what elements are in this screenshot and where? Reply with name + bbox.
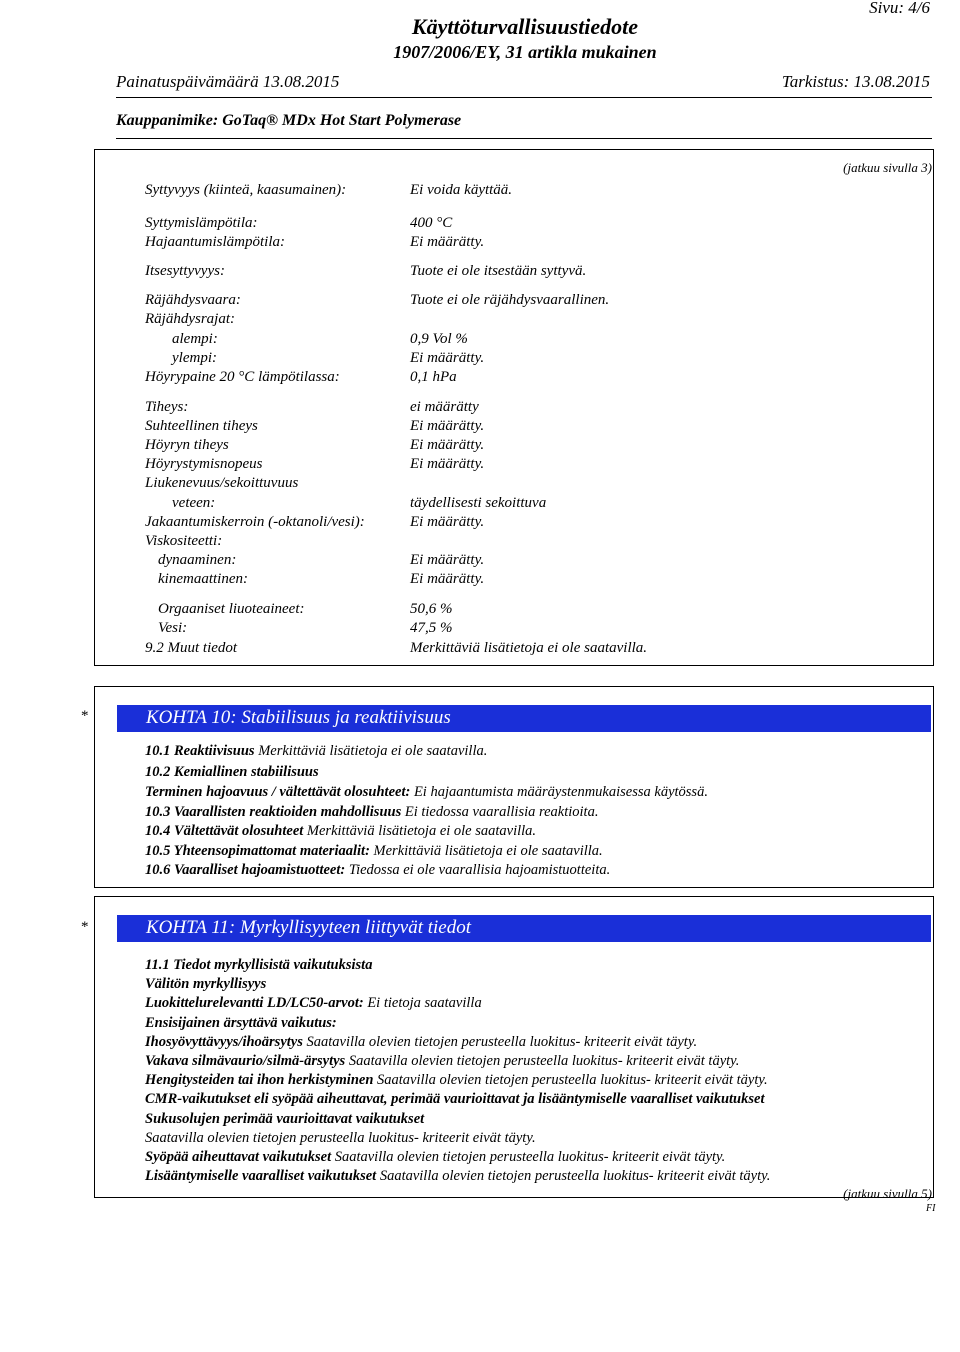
value-explosion-hazard: Tuote ei ole räjähdysvaarallinen. [410, 292, 610, 308]
value-ignition-temp: 400 °C [410, 215, 453, 231]
trade-name-divider [116, 138, 932, 139]
text-skin-corrosion: Saatavilla olevien tietojen perusteella luokitus- kriteerit eivät täyty. [302, 1034, 698, 1050]
section-10-1 [145, 743, 487, 760]
label-dynamic-viscosity: dynaaminen: [158, 552, 237, 568]
label-vapour-pressure: Höyrypaine 20 °C lämpötilassa: [145, 369, 340, 385]
value-evaporation-rate: Ei määrätty. [410, 456, 485, 472]
change-marker: * [81, 919, 89, 935]
section-10-4 [145, 823, 536, 840]
label-partition-coefficient: Jakaantumiskerroin (-oktanoli/vesi): [145, 514, 365, 530]
label-upper-limit: ylempi: [172, 350, 217, 366]
germ-cell-text: Saatavilla olevien tietojen perusteella luokitus- kriteerit eivät täyty. [145, 1130, 536, 1146]
skin-corrosion [145, 1034, 697, 1051]
label-evaporation-rate: Höyrystymisnopeus [145, 456, 263, 472]
page-number: Sivu: 4/6 [869, 0, 930, 17]
label-density: Tiheys: [145, 399, 189, 415]
heading-10-6: 10.6 Vaaralliset hajoamistuotteet: [145, 862, 346, 878]
heading-skin-corrosion: Ihosyövyttävyys/ihoärsytys [145, 1034, 303, 1050]
value-water-content: 47,5 % [410, 620, 453, 636]
value-other-info: Merkittäviä lisätietoja ei ole saatavilla. [410, 640, 648, 656]
heading-10-2: 10.2 Kemiallinen stabiilisuus [145, 764, 319, 780]
heading-eye-damage: Vakava silmävaurio/silmä-ärsytys [145, 1053, 346, 1069]
section-10-6 [145, 862, 610, 879]
text-eye-damage: Saatavilla olevien tietojen perusteella luokitus- kriteerit eivät täyty. [345, 1053, 740, 1069]
label-explosion-hazard: Räjähdysvaara: [145, 292, 241, 308]
label-kinematic-viscosity: kinemaattinen: [158, 571, 248, 587]
heading-11-1: 11.1 Tiedot myrkyllisistä vaikutuksista [145, 957, 373, 973]
value-organic-solvents: 50,6 % [410, 601, 453, 617]
carcinogenicity [145, 1149, 725, 1166]
value-upper-limit: Ei määrätty. [410, 350, 485, 366]
value-dynamic-viscosity: Ei määrätty. [410, 552, 485, 568]
label-flammability: Syttyvyys (kiinteä, kaasumainen): [145, 182, 347, 198]
text-sensitisation: Saatavilla olevien tietojen perusteella luokitus- kriteerit eivät täyty. [373, 1072, 768, 1088]
heading-10-4: 10.4 Vältettävät olosuhteet [145, 823, 304, 839]
heading-10-5: 10.5 Yhteensopimattomat materiaalit: [145, 843, 370, 859]
continued-from: (jatkuu sivulla 3) [843, 160, 932, 175]
value-kinematic-viscosity: Ei määrätty. [410, 571, 485, 587]
label-viscosity: Viskositeetti: [145, 533, 223, 549]
heading-10-3: 10.3 Vaarallisten reaktioiden mahdollisuus [145, 804, 402, 820]
text-reproductive: Saatavilla olevien tietojen perusteella luokitus- kriteerit eivät täyty. [376, 1168, 771, 1184]
label-explosion-limits: Räjähdysrajat: [145, 311, 235, 327]
heading-sensitisation: Hengitysteiden tai ihon herkistyminen [145, 1072, 374, 1088]
label-ignition-temp: Syttymislämpötila: [145, 215, 258, 231]
eye-damage [145, 1053, 739, 1070]
text-10-4: Merkittäviä lisätietoja ei ole saatavilla. [303, 823, 537, 839]
value-flammability: Ei voida käyttää. [410, 182, 513, 198]
text-10-3: Ei tiedossa vaarallisia reaktioita. [401, 804, 599, 820]
label-water-content: Vesi: [158, 620, 188, 636]
ld-lc50 [145, 995, 482, 1012]
heading-carcinogenicity: Syöpää aiheuttavat vaikutukset [145, 1149, 332, 1165]
sensitisation [145, 1072, 768, 1089]
value-vapour-pressure: 0,1 hPa [410, 369, 457, 385]
germ-cell-mutagenicity [145, 1111, 424, 1128]
heading-ld-lc50: Luokittelurelevantti LD/LC50-arvot: [145, 995, 364, 1011]
label-vapour-density: Höyryn tiheys [145, 437, 229, 453]
header-divider [116, 97, 932, 98]
label-water: veteen: [172, 495, 216, 511]
value-relative-density: Ei määrätty. [410, 418, 485, 434]
reproductive-toxicity [145, 1168, 770, 1185]
text-10-6: Tiedossa ei ole vaarallisia hajoamistuotteita. [345, 862, 611, 878]
heading-germ-cell: Sukusolujen perimää vaurioittavat vaikutukset [145, 1111, 425, 1127]
text-carcinogenicity: Saatavilla olevien tietojen perusteella luokitus- kriteerit eivät täyty. [331, 1149, 726, 1165]
value-partition-coefficient: Ei määrätty. [410, 514, 485, 530]
label-other-info: 9.2 Muut tiedot [145, 640, 238, 656]
value-decomposition-temp: Ei määrätty. [410, 234, 485, 250]
label-self-igniting: Itsesyttyvyys: [145, 263, 225, 279]
heading-10-1: 10.1 Reaktiivisuus [145, 743, 255, 759]
text-10-5: Merkittäviä lisätietoja ei ole saatavilla. [369, 843, 603, 859]
section-10-title: KOHTA 10: Stabiilisuus ja reaktiivisuus [117, 705, 931, 732]
value-density: ei määrätty [410, 399, 479, 415]
acute-toxicity [145, 976, 266, 993]
label-organic-solvents: Orgaaniset liuoteaineet: [158, 601, 305, 617]
value-vapour-density: Ei määrätty. [410, 437, 485, 453]
heading-thermal: Terminen hajoavuus / vältettävät olosuhteet: [145, 784, 411, 800]
value-lower-limit: 0,9 Vol % [410, 331, 468, 347]
value-water: täydellisesti sekoittuva [410, 495, 547, 511]
section-11-title: KOHTA 11: Myrkyllisyyteen liittyvät tiedot [117, 915, 931, 942]
print-date: Painatuspäivämäärä 13.08.2015 [116, 72, 340, 91]
primary-irritation [145, 1015, 337, 1032]
value-self-igniting: Tuote ei ole itsestään syttyvä. [410, 263, 587, 279]
label-lower-limit: alempi: [172, 331, 218, 347]
section-10-3 [145, 804, 598, 821]
section-10-5 [145, 843, 603, 860]
revision-date: Tarkistus: 13.08.2015 [781, 72, 930, 91]
heading-primary-irritation: Ensisijainen ärsyttävä vaikutus: [145, 1015, 337, 1031]
section-10-2 [145, 764, 319, 781]
label-decomposition-temp: Hajaantumislämpötila: [145, 234, 286, 250]
section-11-1 [145, 957, 372, 974]
text-thermal: Ei hajaantumista määräystenmukaisessa käytössä. [410, 784, 708, 800]
document-title: Käyttöturvallisuustiedote [411, 14, 639, 39]
heading-reproductive: Lisääntymiselle vaaralliset vaikutukset [145, 1168, 377, 1184]
continued-to: (jatkuu sivulla 5) [843, 1186, 932, 1201]
text-10-1: Merkittäviä lisätietoja ei ole saatavilla. [254, 743, 488, 759]
cmr-effects [145, 1091, 764, 1108]
section-10-thermal [145, 784, 708, 801]
text-ld-lc50: Ei tietoja saatavilla [363, 995, 482, 1011]
trade-name: Kauppanimike: GoTaq® MDx Hot Start Polymerase [116, 112, 462, 129]
label-solubility: Liukenevuus/sekoittuvuus [145, 475, 299, 491]
change-marker: * [81, 708, 89, 724]
label-relative-density: Suhteellinen tiheys [145, 418, 258, 434]
heading-cmr-effects: CMR-vaikutukset eli syöpää aiheuttavat, perimää vaurioittavat ja lisääntymiselle vaaralliset vaikutukset [145, 1091, 765, 1107]
language-code: FI [926, 1203, 936, 1214]
heading-acute-toxicity: Välitön myrkyllisyys [145, 976, 267, 992]
document-subtitle: 1907/2006/EY, 31 artikla mukainen [393, 42, 657, 62]
